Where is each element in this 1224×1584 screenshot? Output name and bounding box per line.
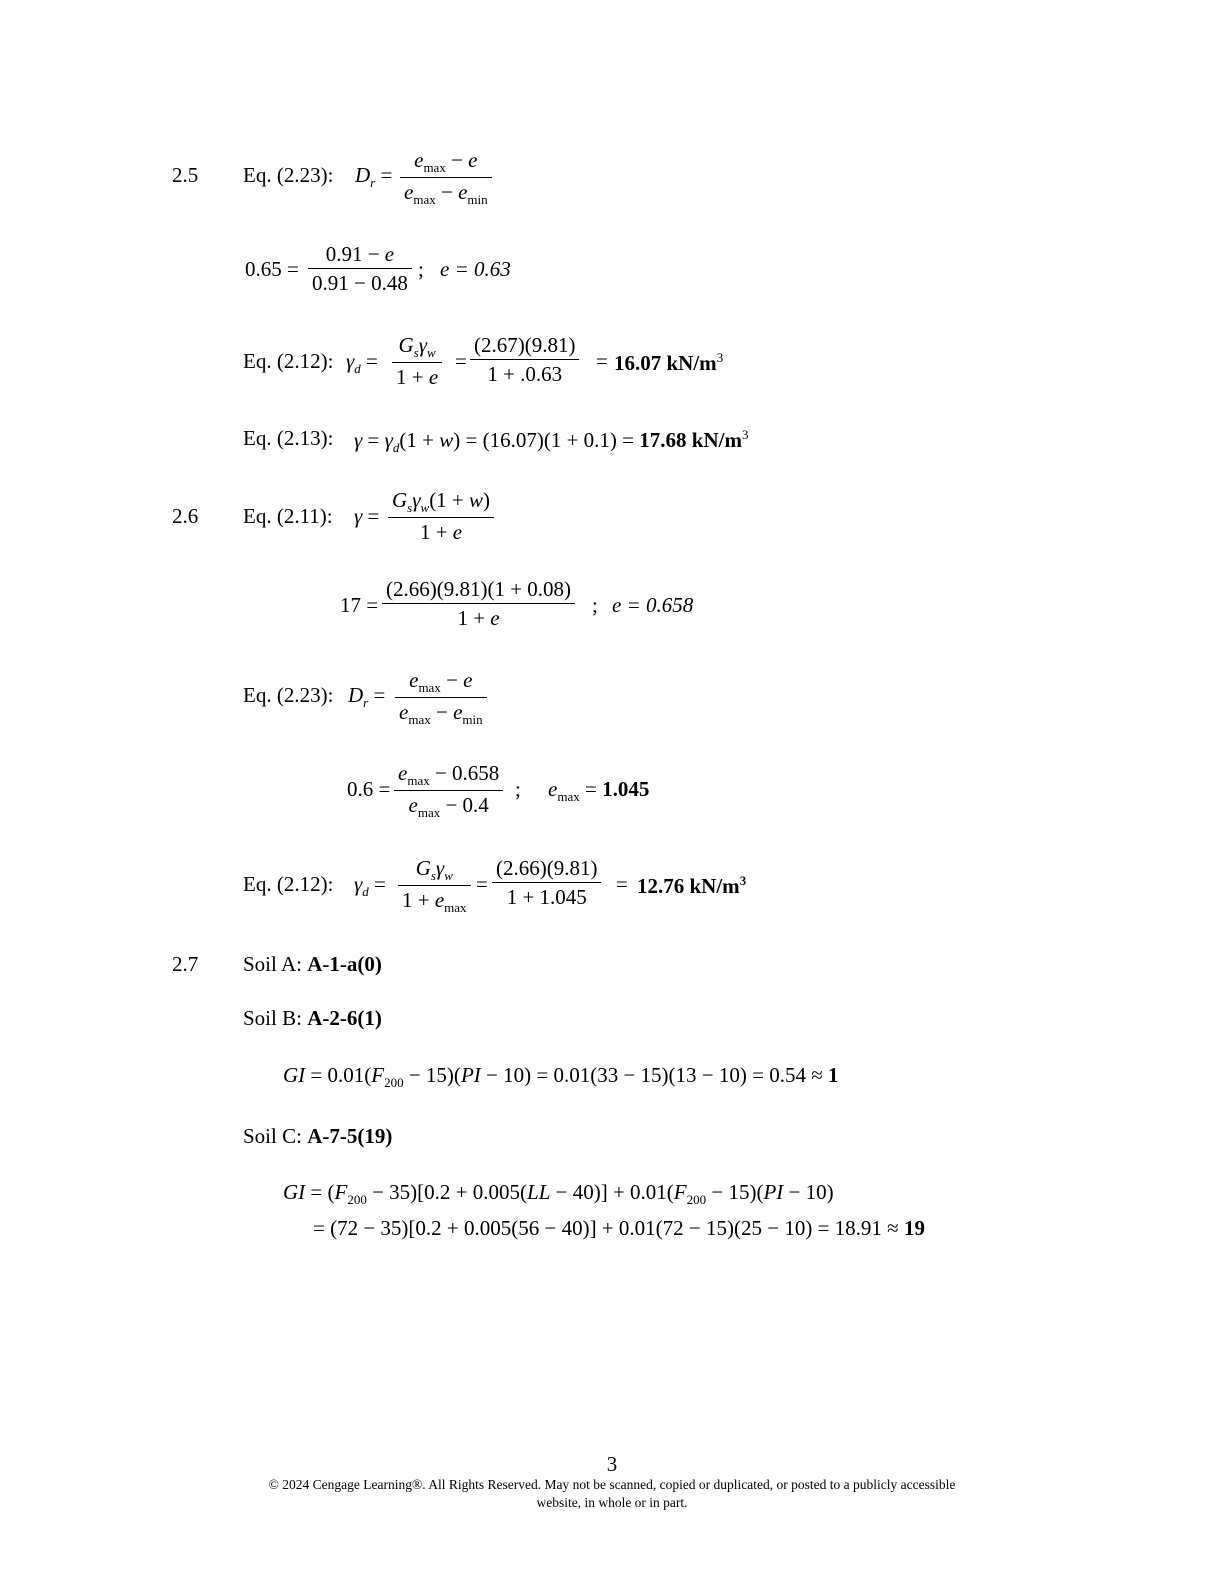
equation-separator: ;	[515, 777, 521, 801]
equation-lhs: 0.6 =	[347, 777, 391, 801]
soil-c-group-index-equation: GI = $(F_{200} - 35)[0.2 + 0.005(LL - 40)] + 0.01(F_{200} - 15)(PI - 10)$	[283, 1180, 834, 1208]
soil-b-group-index-equation: GI = $0.01(F_{200} - 15)(PI - 10) = 0.01(33 - 15)(13 - 10) = 0.54 \approx 1$	[283, 1063, 839, 1091]
equals-sign: =	[476, 872, 488, 896]
equation-reference: Eq. (2.12):	[243, 872, 334, 896]
dry-unit-weight-symbol: $\gamma_d$ =	[354, 872, 386, 900]
dry-unit-weight-fraction: $G_s\gamma_w$ 1 + e	[392, 335, 442, 388]
equation-reference: Eq. (2.12):	[243, 349, 334, 373]
equation-reference: Eq. (2.11):	[243, 504, 333, 528]
equation-reference: Eq. (2.23):	[243, 163, 334, 187]
page-number: 3	[606, 1452, 618, 1476]
dry-unit-weight-fraction: $G_s\gamma_w$ $1 + e_{max}$	[398, 858, 471, 915]
void-ratio-fraction: (2.66)(9.81)(1 + 0.08) 1 + e	[382, 579, 575, 629]
relative-density-symbol: $D_r$ =	[348, 683, 386, 711]
copyright-notice	[0, 1476, 1224, 1512]
unit-weight-equation: $\gamma = \gamma_d(1 + w) = (16.07)(1 + 0.1) = 17.68$ $kN/m^3$	[354, 427, 749, 456]
equation-lhs: 17 =	[340, 593, 379, 617]
equation-separator: ;	[418, 257, 424, 281]
relative-density-fraction: $e_{max} - e$ $e_{max} - e_{min}$	[400, 150, 492, 207]
dry-unit-weight-result: 16.07 $kN/m^3$	[614, 350, 724, 375]
equation-separator: ;	[592, 593, 598, 617]
void-ratio-result: e = 0.63	[440, 257, 511, 281]
void-ratio-fraction: 0.91 − e 0.91 − 0.48	[308, 244, 412, 294]
equation-reference: Eq. (2.13):	[243, 426, 334, 450]
equation-reference: Eq. (2.23):	[243, 683, 334, 707]
dry-unit-weight-result: 12.76 $kN/m^3$	[637, 873, 747, 898]
equals-sign: =	[596, 349, 608, 373]
dry-unit-weight-substitution: (2.66)(9.81) 1 + 1.045	[492, 858, 601, 908]
soil-a-classification: Soil A: A-1-a(0)	[243, 952, 382, 976]
dry-unit-weight-symbol: $\gamma_d$ =	[346, 349, 378, 377]
equation-lhs: 0.65 =	[245, 257, 299, 281]
relative-density-fraction: $e_{max} - e$ $e_{max} - e_{min}$	[395, 670, 487, 727]
copyright-line: © 2024 Cengage Learning®. All Rights Reserved. May not be scanned, copied or duplicated, or posted to a publicly accessible	[268, 1477, 956, 1492]
soil-c-classification: Soil C: A-7-5(19)	[243, 1124, 393, 1148]
max-void-ratio-fraction: $e_{max} - 0.658$ $e_{max} - 0.4$	[394, 763, 503, 820]
unit-weight-fraction: $G_s\gamma_w(1 + w)$ 1 + e	[388, 490, 494, 543]
copyright-line: website, in whole or in part.	[536, 1495, 688, 1510]
void-ratio-result: e = 0.658	[612, 593, 694, 617]
equals-sign: =	[616, 872, 628, 896]
problem-number: 2.5	[172, 163, 199, 187]
soil-b-classification: Soil B: A-2-6(1)	[243, 1006, 382, 1030]
max-void-ratio-result: $e_{max} = 1.045$	[548, 777, 650, 805]
equals-sign: =	[455, 349, 467, 373]
soil-c-group-index-substitution: = (72 − 35)[0.2 + 0.005(56 − 40)] + 0.01(72 − 15)(25 − 10) = 18.91 ≈ 19	[313, 1216, 925, 1240]
dry-unit-weight-substitution: (2.67)(9.81) 1 + .0.63	[470, 335, 579, 385]
unit-weight-symbol: γ =	[354, 504, 380, 528]
problem-number: 2.7	[172, 952, 199, 976]
problem-number: 2.6	[172, 504, 199, 528]
relative-density-symbol: $D_r$ =	[355, 163, 393, 191]
